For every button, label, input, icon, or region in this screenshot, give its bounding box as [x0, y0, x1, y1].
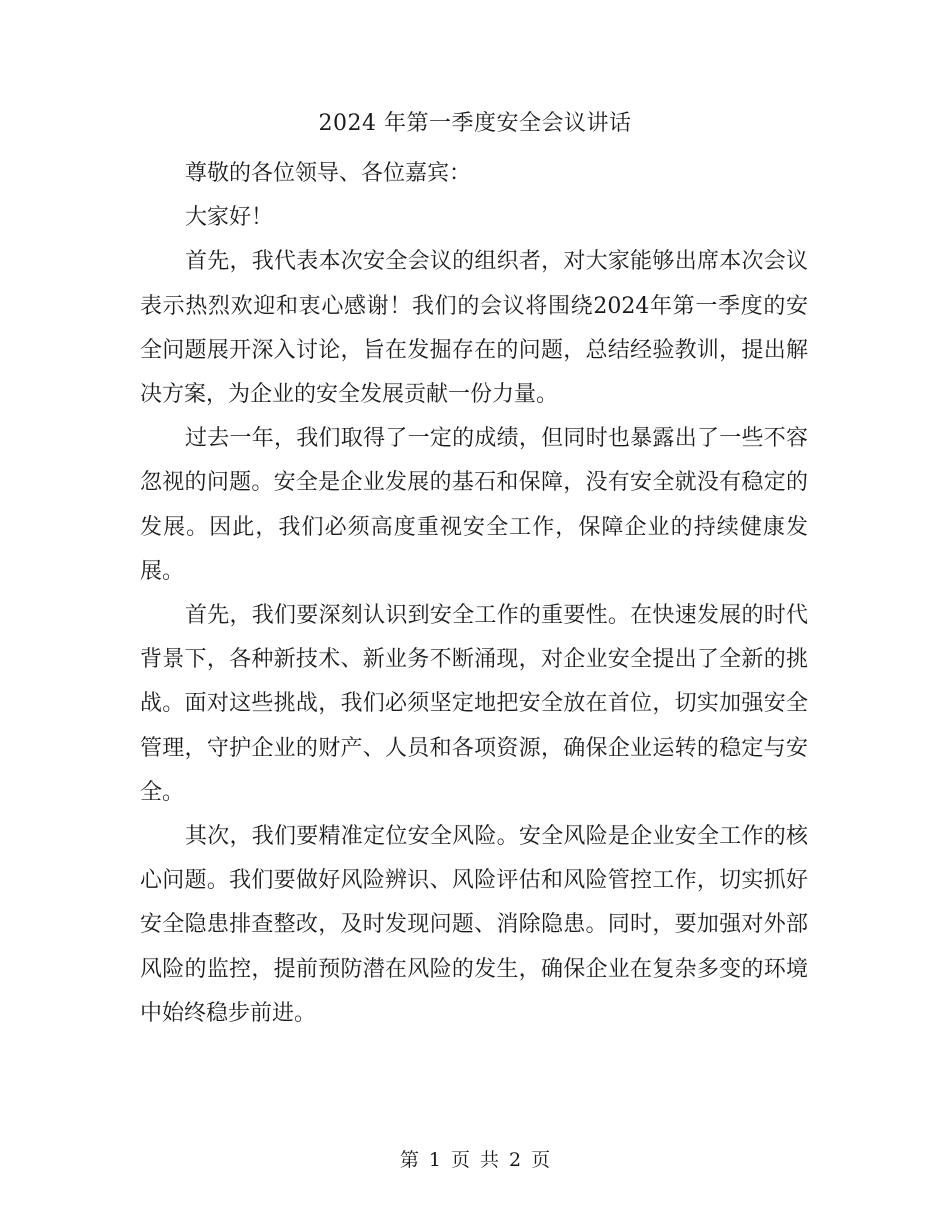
- body-paragraph: 首先，我代表本次安全会议的组织者，对大家能够出席本次会议表示热烈欢迎和衷心感谢！我们的会议将围绕2024年第一季度的安全问题展开深入讨论，旨在发掘存在的问题，总结经验教训，提出解决方案，为企业的安全发展贡献一份力量。: [140, 249, 808, 408]
- salutation-paragraph: 尊敬的各位领导、各位嘉宾：: [185, 161, 472, 186]
- body-paragraph: 过去一年，我们取得了一定的成绩，但同时也暴露出了一些不容忽视的问题。安全是企业发展的基石和保障，没有安全就没有稳定的发展。因此，我们必须高度重视安全工作，保障企业的持续健康发展。: [140, 426, 808, 584]
- document-title: 2024 年第一季度安全会议讲话: [318, 111, 632, 136]
- page-number-footer: 第 1 页 共 2 页: [399, 1149, 551, 1171]
- body-paragraph: 首先，我们要深刻认识到安全工作的重要性。在快速发展的时代背景下，各种新技术、新业务不断涌现，对企业安全提出了全新的挑战。面对这些挑战，我们必须坚定地把安全放在首位，切实加强安全管理，守护企业的财产、人员和各项资源，确保企业运转的稳定与安全。: [140, 603, 808, 805]
- greeting-paragraph: 大家好！: [185, 205, 274, 231]
- body-paragraph: 其次，我们要精准定位安全风险。安全风险是企业安全工作的核心问题。我们要做好风险辨识、风险评估和风险管控工作，切实抓好安全隐患排查整改，及时发现问题、消除隐患。同时，要加强对外部风险的监控，提前预防潜在风险的发生，确保企业在复杂多变的环境中始终稳步前进。: [140, 824, 808, 1026]
- document-body: [140, 152, 808, 1036]
